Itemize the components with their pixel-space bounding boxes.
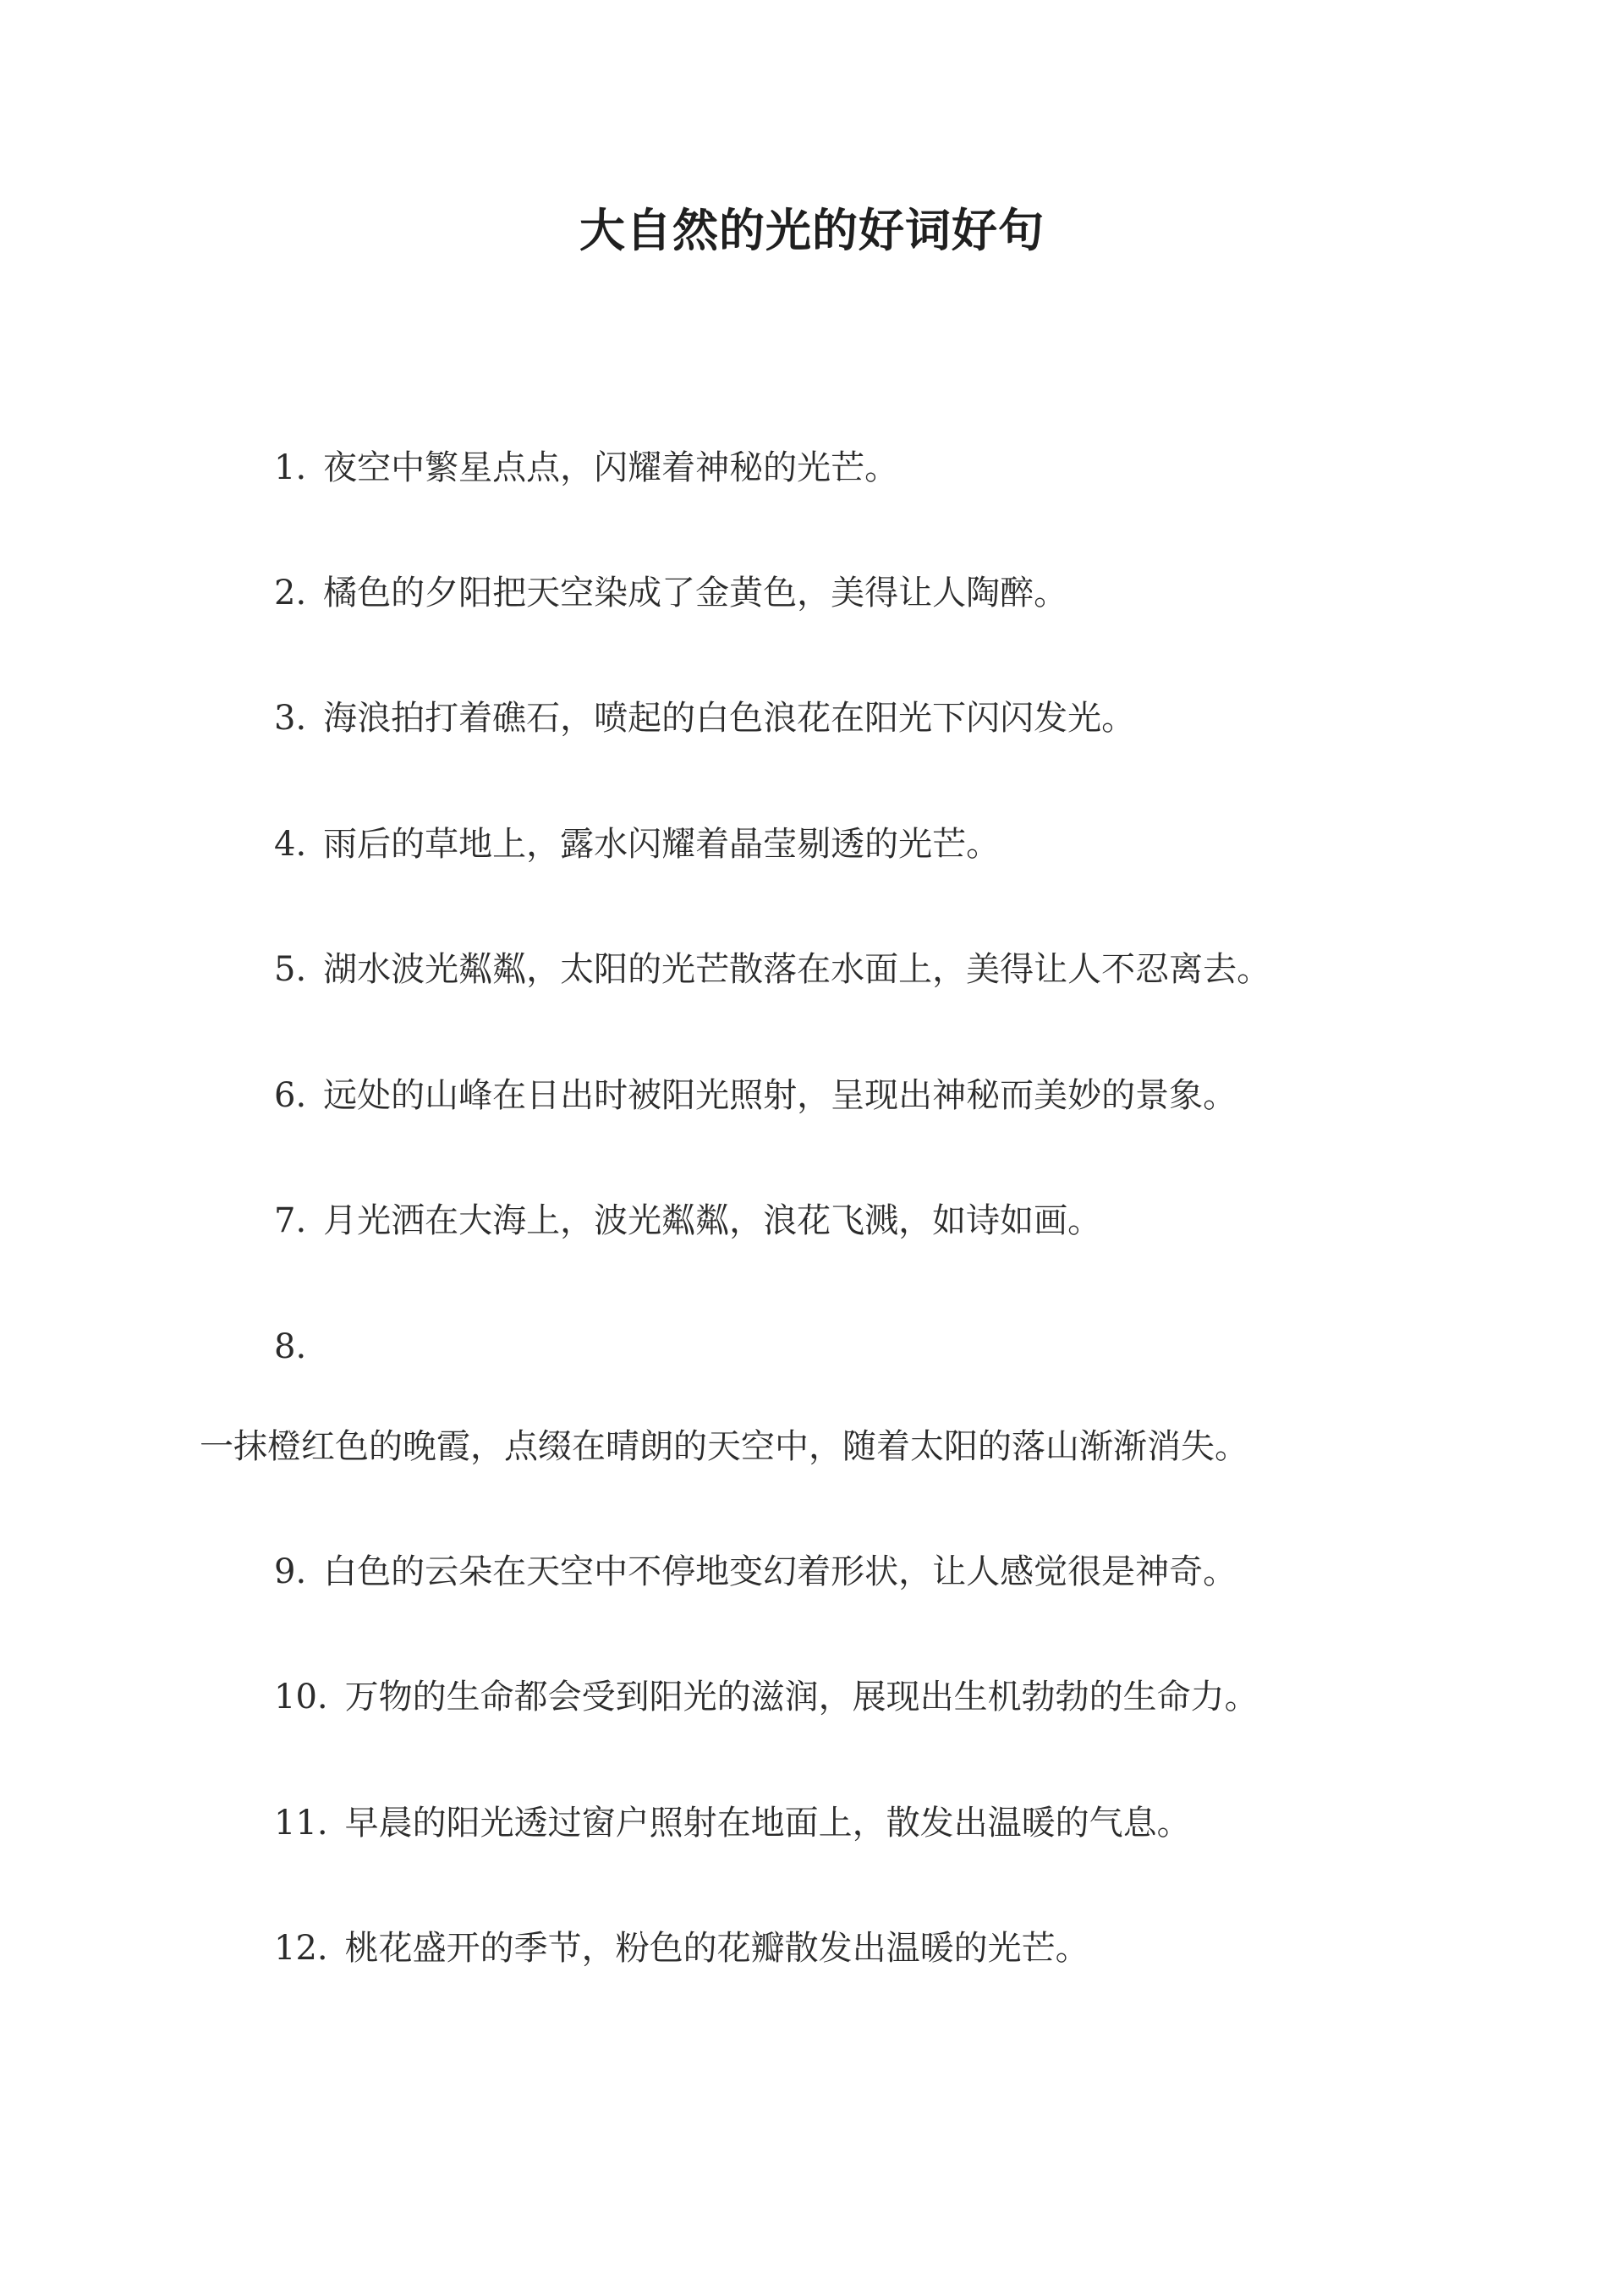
list-item bbox=[274, 576, 1067, 610]
item-text: 雨后的草地上，露水闪耀着晶莹剔透的光芒。 bbox=[323, 825, 1001, 864]
item-text: 万物的生命都会受到阳光的滋润，展现出生机勃勃的生命力。 bbox=[344, 1678, 1259, 1717]
item-text: 桃花盛开的季节，粉色的花瓣散发出温暖的光芒。 bbox=[344, 1929, 1089, 1968]
item-text: 早晨的阳光透过窗户照射在地面上，散发出温暖的气息。 bbox=[344, 1804, 1191, 1843]
item-text: 夜空中繁星点点，闪耀着神秘的光芒。 bbox=[323, 448, 899, 487]
list-item bbox=[274, 1076, 1237, 1115]
item-text: 海浪拍打着礁石，喷起的白色浪花在阳光下闪闪发光。 bbox=[323, 699, 1136, 738]
item-number-standalone: 8. bbox=[274, 1327, 307, 1366]
list-item bbox=[274, 1929, 1089, 1968]
item-number: 2. bbox=[274, 574, 307, 612]
list-item bbox=[274, 950, 1271, 989]
list-item bbox=[274, 1804, 1191, 1843]
item-text: 远处的山峰在日出时被阳光照射，呈现出神秘而美妙的景象。 bbox=[323, 1076, 1237, 1115]
item-number: 5. bbox=[274, 950, 307, 989]
item-number: 6. bbox=[274, 1076, 307, 1115]
item-number: 9. bbox=[274, 1552, 307, 1591]
item-number: 12. bbox=[274, 1929, 328, 1968]
page-title: 大自然的光的好词好句 bbox=[579, 203, 1045, 257]
item-number: 3. bbox=[274, 699, 307, 738]
item-number: 11. bbox=[274, 1804, 328, 1843]
item-number: 7. bbox=[274, 1201, 307, 1240]
item-text: 月光洒在大海上，波光粼粼，浪花飞溅，如诗如画。 bbox=[323, 1201, 1102, 1240]
list-item bbox=[274, 1552, 1237, 1591]
list-item bbox=[274, 1678, 1259, 1717]
item-text: 白色的云朵在天空中不停地变幻着形状，让人感觉很是神奇。 bbox=[323, 1552, 1237, 1591]
list-item bbox=[274, 825, 1001, 864]
item-number: 1. bbox=[274, 448, 307, 487]
list-item bbox=[274, 1201, 1102, 1240]
list-item bbox=[274, 699, 1136, 738]
item-text: 橘色的夕阳把天空染成了金黄色，美得让人陶醉。 bbox=[323, 574, 1068, 612]
item-number: 10. bbox=[274, 1678, 328, 1717]
item-number: 4. bbox=[274, 825, 307, 864]
list-item bbox=[274, 448, 899, 487]
item-text: 湖水波光粼粼，太阳的光芒散落在水面上，美得让人不忍离去。 bbox=[323, 950, 1271, 989]
item-text-wrapped: 一抹橙红色的晚霞，点缀在晴朗的天空中，随着太阳的落山渐渐消失。 bbox=[200, 1427, 1248, 1466]
